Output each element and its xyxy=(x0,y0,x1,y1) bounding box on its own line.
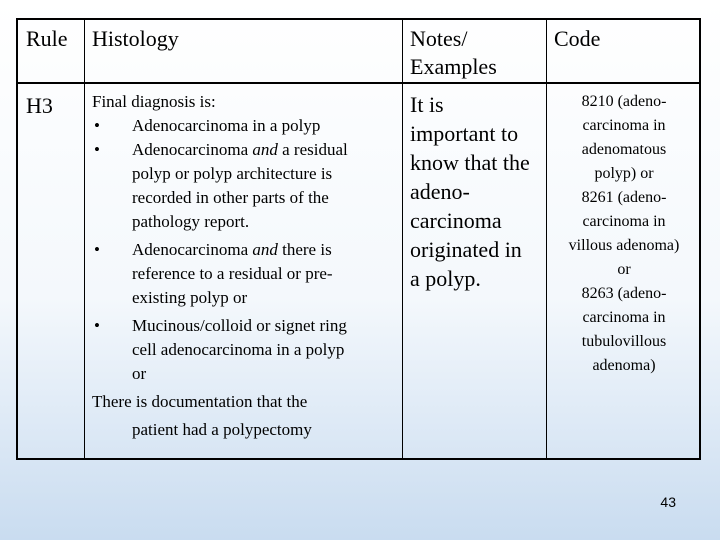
code-line: carcinoma in xyxy=(582,213,666,230)
page-number: 43 xyxy=(660,494,676,510)
code-cell xyxy=(548,90,700,378)
list-item-continuation: or xyxy=(132,364,147,383)
code-line: polyp) or xyxy=(594,165,654,182)
list-item-continuation: recorded in other parts of the xyxy=(132,188,329,207)
rule-id: H3 xyxy=(26,93,53,118)
histology-outro-continuation: patient had a polypectomy xyxy=(132,420,312,439)
notes-line: important to xyxy=(410,121,519,146)
emphasis-text: and xyxy=(252,140,278,159)
column-divider xyxy=(402,20,403,458)
list-item-continuation: reference to a residual or pre- xyxy=(132,264,333,283)
list-item xyxy=(92,138,397,162)
list-item-text: a residual xyxy=(277,140,348,159)
list-item xyxy=(92,238,397,262)
code-line: tubulovillous xyxy=(581,333,667,350)
notes-line: adeno- xyxy=(410,179,470,204)
list-item-text: there is xyxy=(277,240,332,259)
histology-rules-table xyxy=(16,18,701,460)
list-item-continuation: cell adenocarcinoma in a polyp xyxy=(132,340,345,359)
code-line: carcinoma in xyxy=(582,117,666,134)
header-notes-line2: Examples xyxy=(410,54,497,79)
column-divider xyxy=(84,20,85,458)
list-item-text: Adenocarcinoma xyxy=(132,240,253,259)
list-item: • Adenocarcinoma in a polyp xyxy=(92,114,397,138)
code-line: 8263 (adeno- xyxy=(581,285,667,302)
code-line: carcinoma in xyxy=(582,309,666,326)
histology-cell xyxy=(92,90,397,442)
header-notes-line1: Notes/ xyxy=(410,26,468,51)
header-divider xyxy=(18,82,699,84)
column-divider xyxy=(546,20,547,458)
notes-line: It is xyxy=(410,92,444,117)
histology-outro: There is documentation that the xyxy=(92,392,308,411)
code-line: adenoma) xyxy=(592,357,656,374)
notes-line: originated in xyxy=(410,237,522,262)
list-item-continuation: existing polyp or xyxy=(132,288,248,307)
notes-cell xyxy=(410,90,544,293)
notes-line: carcinoma xyxy=(410,208,502,233)
code-line: adenomatous xyxy=(581,141,667,158)
notes-line: a polyp. xyxy=(410,266,481,291)
code-line: 8261 (adeno- xyxy=(581,189,667,206)
histology-intro: Final diagnosis is: xyxy=(92,92,216,111)
list-item-text: Adenocarcinoma xyxy=(132,140,253,159)
list-item-continuation: pathology report. xyxy=(132,212,250,231)
code-line: villous adenoma) xyxy=(568,237,680,254)
header-notes xyxy=(410,25,497,81)
notes-line: know that the xyxy=(410,150,530,175)
header-code: Code xyxy=(554,26,601,51)
list-item-continuation: polyp or polyp architecture is xyxy=(132,164,333,183)
header-histology: Histology xyxy=(92,26,179,51)
list-item: • Mucinous/colloid or signet ring xyxy=(92,314,397,338)
emphasis-text: and xyxy=(252,240,278,259)
code-line: 8210 (adeno- xyxy=(581,93,667,110)
header-rule: Rule xyxy=(26,26,68,51)
code-line: or xyxy=(617,261,631,278)
